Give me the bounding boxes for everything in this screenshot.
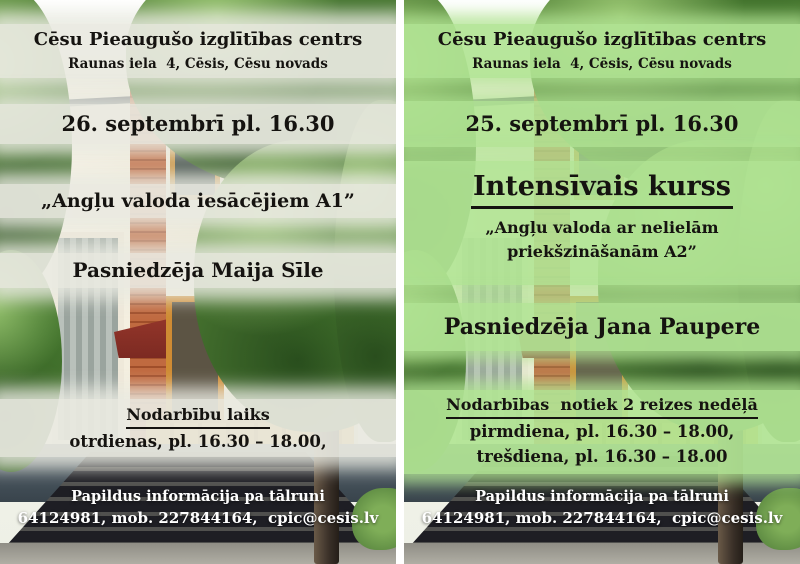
header-band — [404, 24, 800, 78]
course-date: 26. septembrī pl. 16.30 — [61, 111, 335, 136]
poster-right — [404, 0, 800, 564]
org-address: Raunas iela 4, Cēsis, Cēsu novads — [68, 56, 328, 72]
course-title: Intensīvais kurss — [471, 169, 733, 209]
schedule-title: Nodarbību laiks — [126, 404, 270, 429]
schedule-band — [404, 390, 800, 474]
org-name: Cēsu Pieaugušo izglītības centrs — [437, 29, 767, 50]
header-band — [0, 24, 396, 78]
org-name: Cēsu Pieaugušo izglītības centrs — [33, 29, 363, 50]
contact-info-line2: 64124981, mob. 227844164, cpic@cesis.lv — [17, 509, 379, 527]
org-address: Raunas iela 4, Cēsis, Cēsu novads — [472, 56, 732, 72]
schedule-title-row — [0, 404, 396, 429]
poster-left — [0, 0, 396, 564]
schedule-title: Nodarbības notiek 2 reizes nedēļā — [446, 394, 758, 419]
teacher-band — [404, 303, 800, 351]
course-date: 25. septembrī pl. 16.30 — [465, 111, 739, 136]
teacher-name: Pasniedzēja Jana Paupere — [443, 314, 761, 340]
date-band — [0, 104, 396, 144]
schedule-line-1: pirmdiena, pl. 16.30 – 18.00, — [469, 422, 735, 441]
contact-info-line2: 64124981, mob. 227844164, cpic@cesis.lv — [421, 509, 783, 527]
teacher-name: Pasniedzēja Maija Sīle — [72, 258, 324, 282]
contact-info — [0, 486, 396, 530]
schedule-band — [0, 399, 396, 457]
course-band — [404, 161, 800, 285]
course-subtitle-line2: priekšzināšanām A2” — [507, 242, 697, 261]
contact-info-line1: Papildus informācija pa tālruni — [71, 488, 325, 505]
schedule-line-2: trešdiena, pl. 16.30 – 18.00 — [476, 447, 728, 466]
course-name: „Angļu valoda iesācējiem A1” — [41, 190, 355, 212]
date-band — [404, 101, 800, 147]
course-subtitle-line1: „Angļu valoda ar nelielām — [485, 218, 719, 237]
schedule-title-row — [404, 394, 800, 419]
course-title-row — [404, 169, 800, 209]
course-band — [0, 184, 396, 218]
teacher-band — [0, 253, 396, 288]
schedule-line: otrdienas, pl. 16.30 – 18.00, — [69, 432, 327, 451]
contact-info-line1: Papildus informācija pa tālruni — [475, 488, 729, 505]
contact-info — [404, 486, 800, 530]
